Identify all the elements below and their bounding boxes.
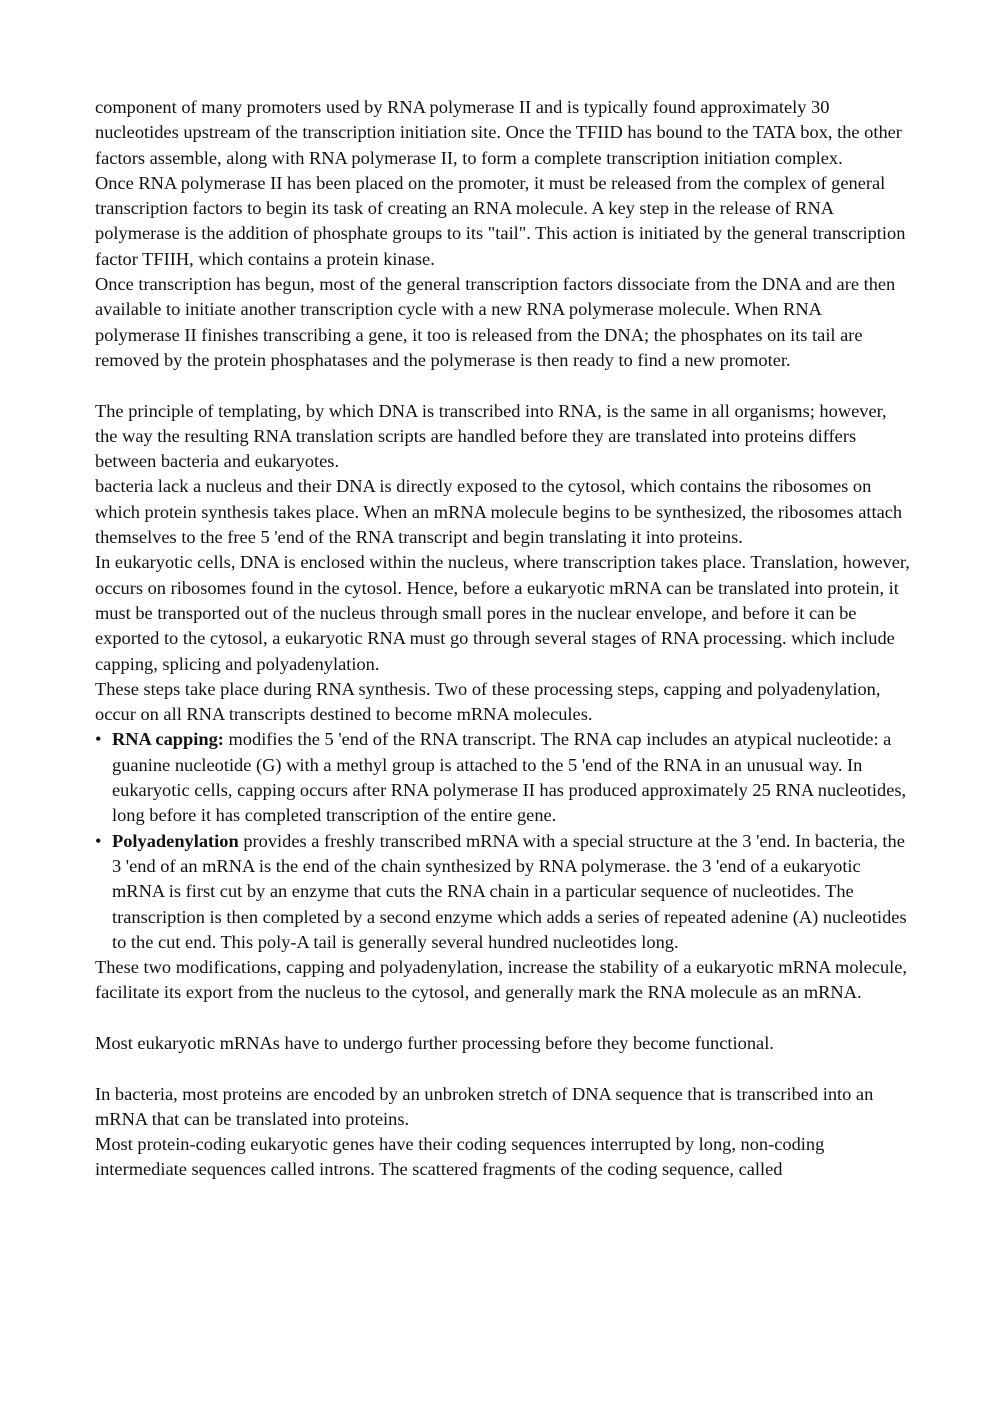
paragraph-modifications: These two modifications, capping and polyadenylation, increase the stability of a eukaryotic mRNA molecule, facilitate its export from the nucleus to the cytosol, and generally mark the RNA molecule as an mRNA. bbox=[95, 957, 908, 1003]
paragraph-eukaryotic-cells: In eukaryotic cells, DNA is enclosed within the nucleus, where transcription takes place. Translation, however, occurs on ribosomes found in the cytosol. Hence, before a eukaryotic mRNA can be translated into protein, it must be transported out of the nucleus through small pores in the nuclear envelope, and before it can be exported to the cytosol, a eukaryotic RNA must go through several stages of RNA processing. which include capping, splicing and polyadenylation. bbox=[95, 552, 910, 674]
document-page bbox=[95, 95, 910, 1183]
bullet-marker: • bbox=[95, 729, 102, 750]
paragraph-introns: Most protein-coding eukaryotic genes have their coding sequences interrupted by long, non-coding intermediate sequences called introns. The scattered fragments of the coding sequence, called bbox=[95, 1134, 825, 1180]
paragraph-initiation-complex: component of many promoters used by RNA polymerase II and is typically found approximately 30 nucleotides upstream of the transcription initiation site. Once the TFIID has bound to the TATA box, the other factors assemble, along with RNA polymerase II, to form a complete transcription initiation complex. bbox=[95, 97, 902, 168]
paragraph-processing-steps: These steps take place during RNA synthesis. Two of these processing steps, capping and polyadenylation, occur on all RNA transcripts destined to become mRNA molecules. bbox=[95, 678, 881, 725]
paragraph-bacteria: bacteria lack a nucleus and their DNA is directly exposed to the cytosol, which contains the ribosomes on which protein synthesis takes place. When an mRNA molecule begins to be synthesized, the ribosomes attach themselves to the free 5 'end of the RNA transcript and begin translating it into proteins. bbox=[95, 476, 903, 548]
processing-steps-list bbox=[95, 727, 910, 955]
paragraph-bacterial-genes: In bacteria, most proteins are encoded by an unbroken stretch of DNA sequence that is transcribed into an mRNA that can be translated into proteins. bbox=[95, 1083, 874, 1129]
paragraph-further-processing: Most eukaryotic mRNAs have to undergo further processing before they become functional. bbox=[95, 1032, 774, 1053]
bullet-term: RNA capping: bbox=[112, 729, 224, 750]
list-item-polyadenylation bbox=[95, 829, 910, 955]
paragraph-transcription-cycle: Once transcription has begun, most of the general transcription factors dissociate from the DNA and are then available to initiate another transcription cycle with a new RNA polymerase molecule. When RNA polymerase II finishes transcribing a gene, it too is released from the DNA; the phosphates on its tail are removed by the protein phosphatases and the polymerase is then ready to find a new promoter. bbox=[95, 274, 896, 370]
bullet-text: modifies the 5 'end of the RNA transcript. The RNA cap includes an atypical nucleotide: a guanine nucleotide (G) with a methyl group is attached to the 5 'end of the RNA in an unusual way. In eukaryotic cells, capping occurs after RNA polymerase II has produced approximately 25 RNA nucleotides, long before it has completed transcription of the entire gene. bbox=[112, 729, 907, 826]
paragraph-templating-principle: The principle of templating, by which DNA is transcribed into RNA, is the same in all organisms; however, the way the resulting RNA translation scripts are handled before they are translated into proteins differs between bacteria and eukaryotes. bbox=[95, 400, 887, 472]
bullet-marker: • bbox=[95, 830, 102, 851]
bullet-term: Polyadenylation bbox=[112, 830, 239, 851]
paragraph-polymerase-release: Once RNA polymerase II has been placed on the promoter, it must be released from the complex of general transcription factors to begin its task of creating an RNA molecule. A key step in the release of RNA polymerase is the addition of phosphate groups to its "tail". This action is initiated by the general transcription factor TFIIH, which contains a protein kinase. bbox=[95, 172, 906, 269]
paragraph-gap bbox=[95, 1006, 910, 1031]
list-item-rna-capping bbox=[95, 727, 910, 828]
bullet-text: provides a freshly transcribed mRNA with a special structure at the 3 'end. In bacteria, the 3 'end of an mRNA is the end of the chain synthesized by RNA polymerase. the 3 'end of a eukaryotic mRNA is first cut by an enzyme that cuts the RNA chain in a particular sequence of nucleotides. The transcription is then completed by a second enzyme which adds a series of repeated adenine (A) nucleotides to the cut end. This poly-A tail is generally several hundred nucleotides long. bbox=[112, 830, 907, 952]
paragraph-gap bbox=[95, 1056, 910, 1081]
paragraph-gap bbox=[95, 373, 910, 398]
